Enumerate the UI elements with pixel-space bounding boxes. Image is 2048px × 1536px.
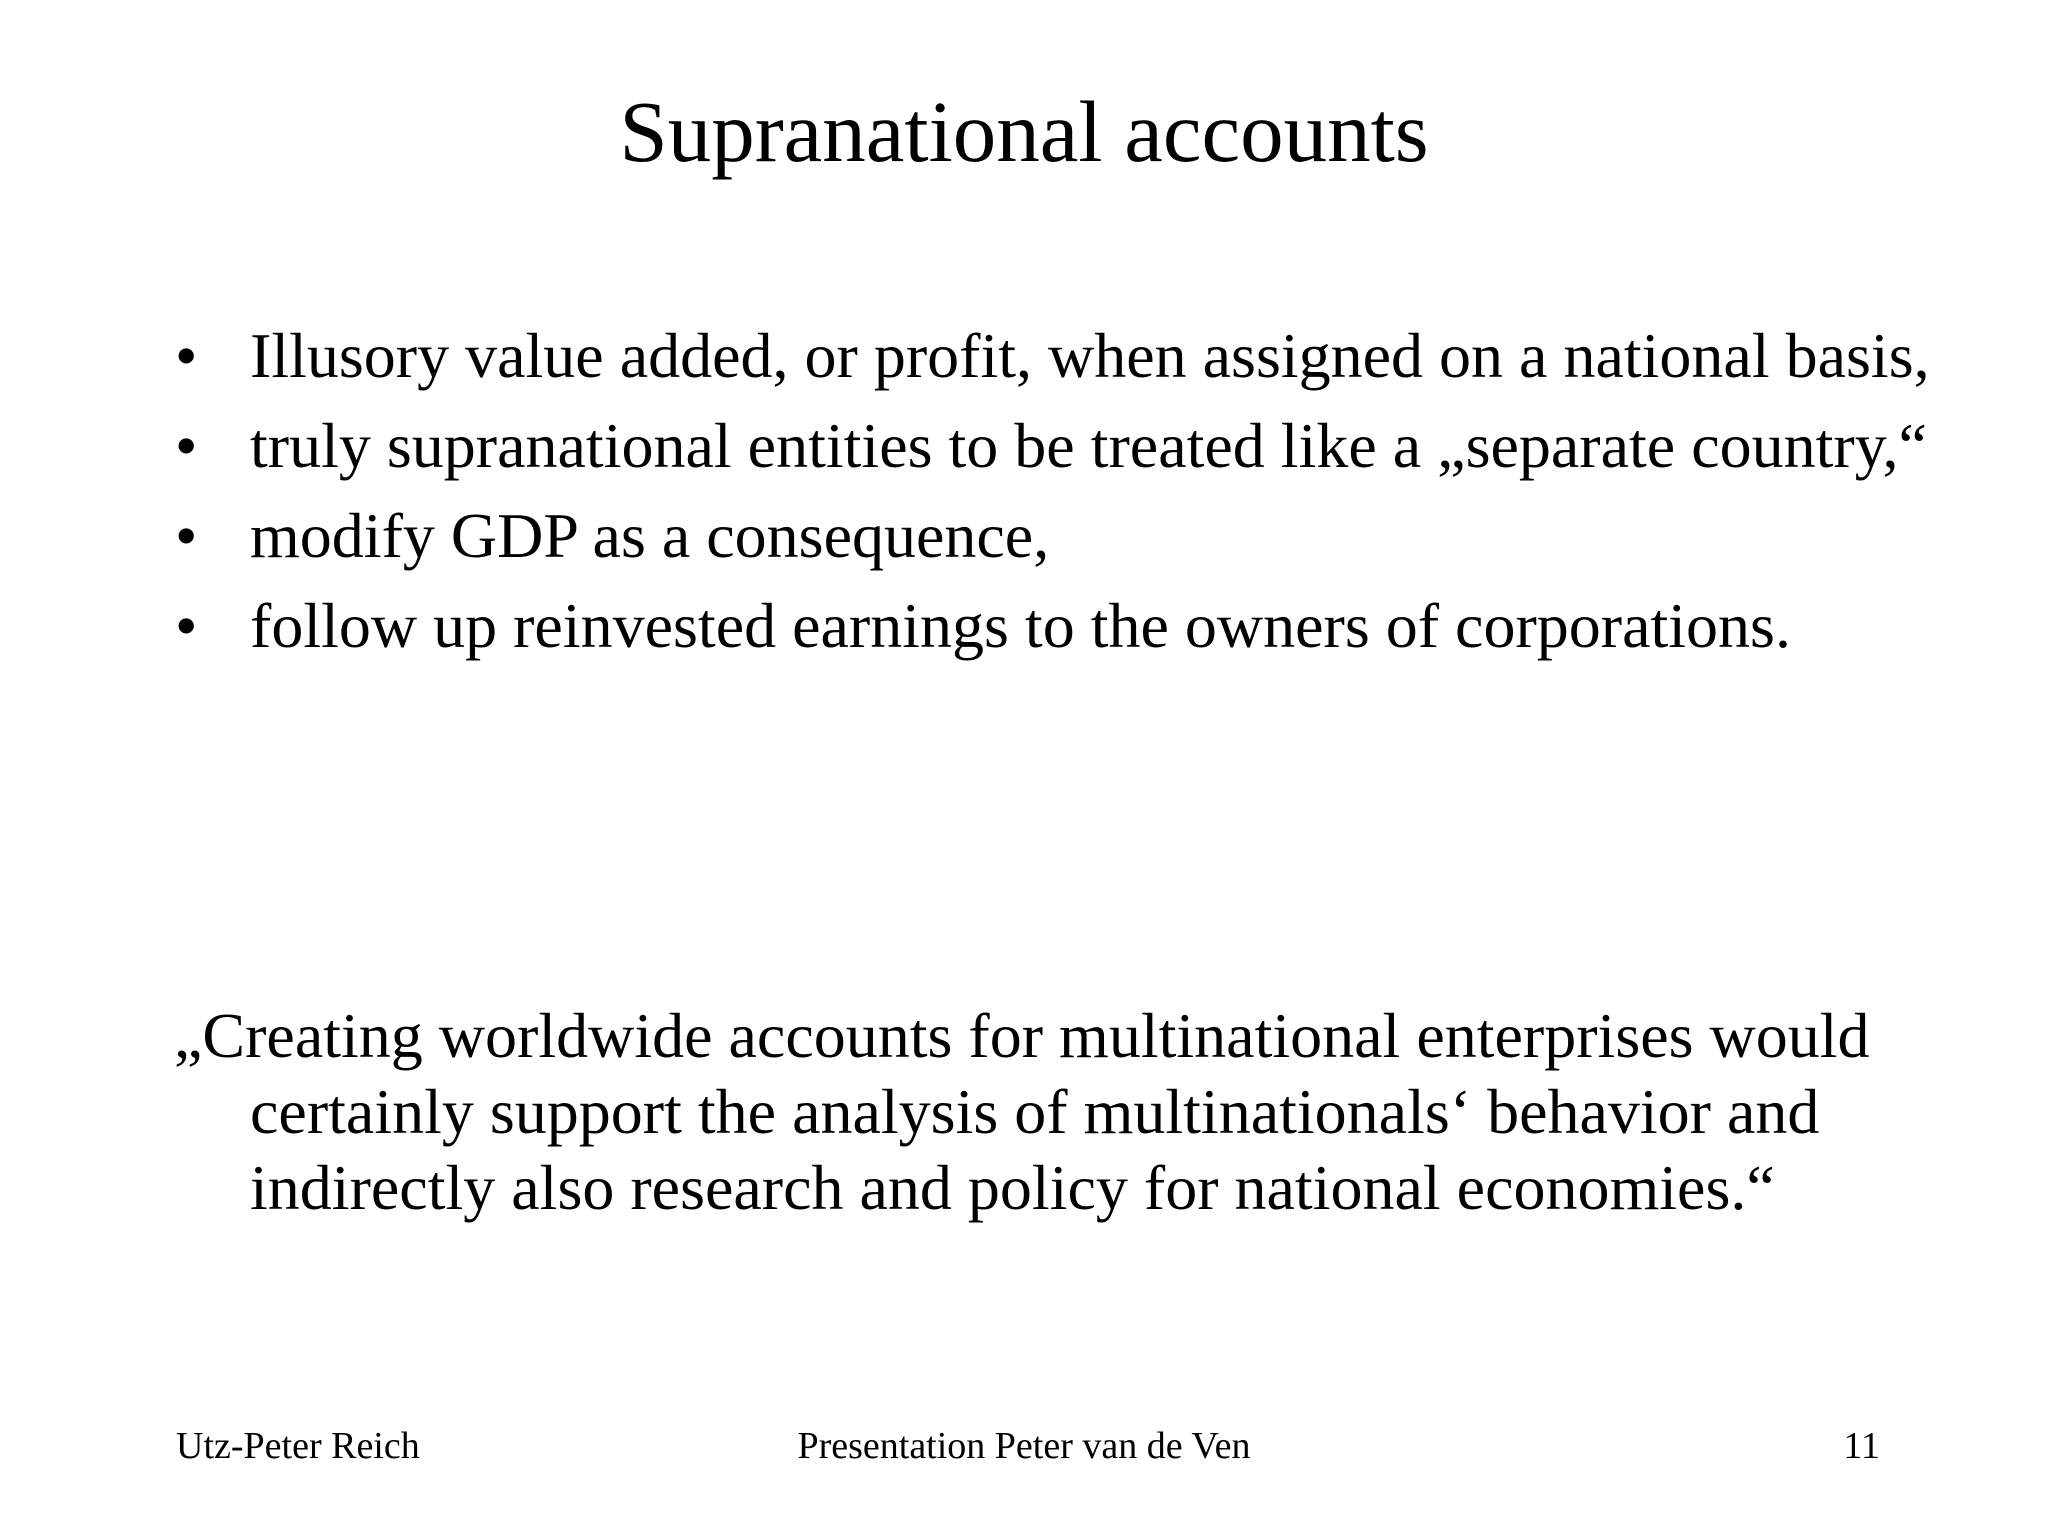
footer-presentation-title: Presentation Peter van de Ven [797,1425,1251,1467]
bullet-text: follow up reinvested earnings to the owners of corporations. [250,590,1791,661]
bullet-item [0,498,1930,574]
bullet-text: modify GDP as a consequence, [250,500,1050,571]
bullet-text: truly supranational entities to be treated like a „separate country,“ [250,410,1927,481]
bullet-item [0,588,1930,664]
footer-page-number: 11 [1843,1425,1880,1467]
bullet-item [0,408,1930,484]
bullet-marker: • [175,410,198,481]
footer-author: Utz-Peter Reich [176,1425,420,1467]
bullet-marker: • [175,590,198,661]
bullet-item [0,318,1930,394]
bullet-marker: • [175,320,198,391]
quote-paragraph: „Creating worldwide accounts for multinational enterprises would certainly support the analysis of multinationals‘ behavior and indirectly also research and policy for national economies.“ [174,1000,1870,1223]
bullet-marker: • [175,500,198,571]
slide-title: Supranational accounts [619,83,1429,180]
bullet-text: Illusory value added, or profit, when assigned on a national basis, [250,320,1930,391]
bullet-list [0,318,2048,678]
